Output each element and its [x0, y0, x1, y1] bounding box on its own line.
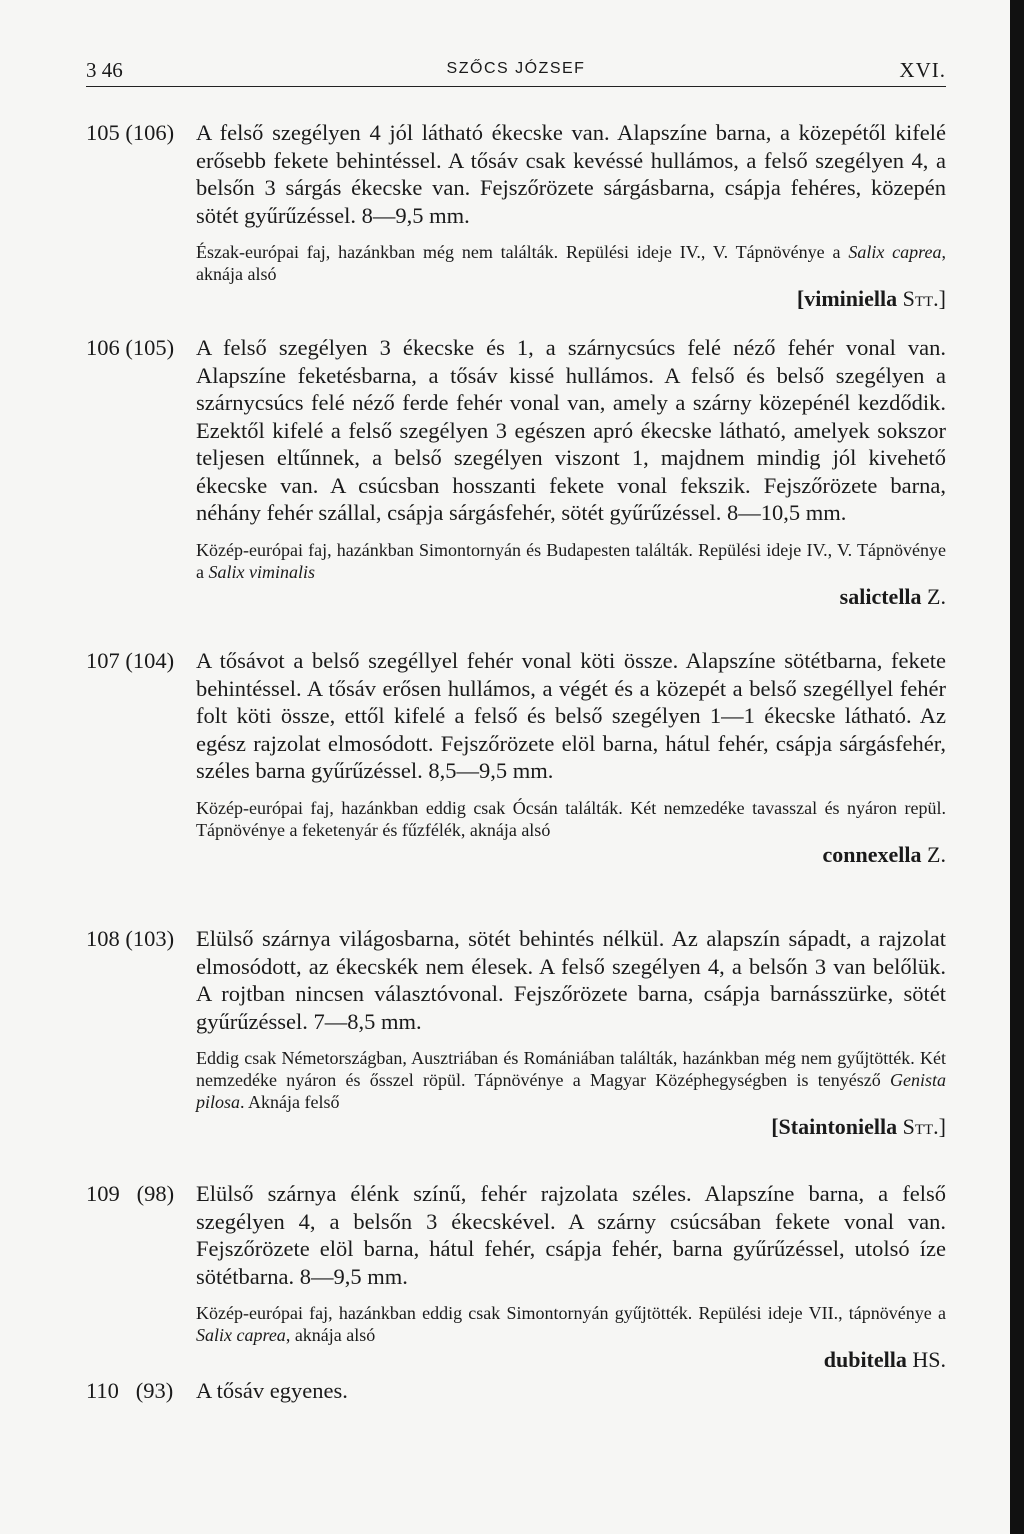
running-title: SZŐCS JÓZSEF	[446, 60, 586, 77]
key-entry-108	[86, 925, 946, 1141]
key-entry-109	[86, 1180, 946, 1374]
entry-description: A felső szegélyen 4 jól látható ékecske van. Alapszíne barna, a közepétől kifelé erősebb fekete behintéssel. A tősáv csak kevéssé hullámos, a felső szegélyen 4, a belsőn 3 sárgás ékecske van. Fejszőrözete sárgásbarna, csápja fehéres, közepén sötét gyűrűzéssel. 8—9,5 mm.	[196, 120, 946, 228]
entry-number: 107 (104)	[86, 648, 175, 673]
species-author: Stt.]	[902, 1114, 946, 1139]
entry-number: 106 (105)	[86, 335, 175, 360]
entry-description: A felső szegélyen 3 ékecske és 1, a szárnycsúcs felé néző fehér vonal van. Alapszíne feketésbarna, a tősáv kissé hullámos. A felső és belső szegélyen a szárnycsúcs felé néző ferde fehér vonal van, amely a szárny közepénél kezdődik. Ezektől kifelé a felső szegélyen 3 egészen apró ékecske látható, amelyek sokszor teljesen eltűnnek, a belső szegélyen viszont 1, majdnem mindig jól kivehető ékecske van. A csúcsban hosszanti fekete vonal fekszik. Fejszőrözete barna, néhány fehér szállal, csápja sárgásfehér, sötét gyűrűzéssel. 8—10,5 mm.	[196, 335, 946, 525]
entry-note: Közép-európai faj, hazánkban eddig csak Simontornyán gyűjtötték. Repülési ideje VII., tápnövénye a Salix caprea, aknája alsó	[196, 1303, 946, 1345]
key-entry-106	[86, 334, 946, 611]
entry-note: Közép-európai faj, hazánkban eddig csak Ócsán találták. Két nemzedéke tavasszal és nyáron repül. Tápnövénye a feketenyár és fűzfélék, aknája alsó	[196, 797, 946, 840]
species-author: HS.	[912, 1347, 946, 1372]
species-name: connexella Z.	[822, 841, 946, 867]
species-author: Stt.]	[902, 286, 946, 311]
volume-number: XVI.	[899, 58, 946, 82]
entry-number: 109 (98)	[86, 1181, 175, 1206]
entry-number: 108 (103)	[86, 926, 175, 951]
page-number: 3 46	[86, 58, 123, 82]
key-entry-110	[86, 1377, 946, 1405]
species-author: Z.	[927, 583, 946, 609]
species-name: [viminiella Stt.]	[796, 286, 946, 311]
host-plant: Salix caprea	[848, 242, 942, 262]
species-name: salictella Z.	[839, 583, 946, 609]
entry-description: A tősáv egyenes.	[196, 1378, 348, 1403]
key-entry-105	[86, 119, 946, 313]
species-author: Z.	[927, 841, 946, 867]
scan-edge	[1010, 0, 1024, 1534]
entry-note: Észak-európai faj, hazánkban még nem találták. Repülési ideje IV., V. Tápnövénye a Salix caprea, aknája alsó	[196, 242, 946, 284]
entry-description: A tősávot a belső szegéllyel fehér vonal köti össze. Alapszíne sötétbarna, fekete behintéssel. A tősáv erősen hullámos, a végét és a közepét a belső szegéllyel fehér folt köti össze, ettől kifelé a felső és belső szegélyen 1—1 ékecske látható. Az egész rajzolat elmosódott. Fejszőrözete elöl barna, hátul fehér, csápja sárgásfehér, széles barna gyűrűzéssel. 8,5—9,5 mm.	[196, 648, 946, 783]
entry-note: Közép-európai faj, hazánkban Simontornyán és Budapesten találták. Repülési ideje IV., V. Tápnövénye a Salix viminalis	[196, 539, 946, 582]
entry-note: Eddig csak Németországban, Ausztriában és Romániában találták, hazánkban még nem gyűjtötték. Két nemzedéke nyáron és ősszel röpül. Tápnövénye a Magyar Középhegységben is tenyésző Genista pilosa. Aknája felső	[196, 1048, 946, 1112]
host-plant: Salix caprea	[196, 1325, 286, 1345]
species-name: [Staintoniella Stt.]	[771, 1114, 946, 1139]
species-name: dubitella HS.	[823, 1347, 946, 1372]
entry-number: 110 (93)	[86, 1378, 174, 1403]
entry-number: 105 (106)	[86, 120, 175, 145]
entry-description: Elülső szárnya élénk színű, fehér rajzolata széles. Alapszíne barna, a felső szegélyen 4, a belsőn 3 ékecskével. A szárny csúcsában fekete vonal van. Fejszőrözete elöl barna, hátul fehér, csápja fehér, barna gyűrűzéssel, utolsó íze sötétbarna. 8—9,5 mm.	[196, 1181, 946, 1289]
host-plant: Genista pilosa	[196, 1070, 946, 1112]
host-plant: Salix viminalis	[208, 561, 315, 582]
entry-description: Elülső szárnya világosbarna, sötét behintés nélkül. Az alapszín sápadt, a rajzolat elmosódott, az ékecskék nem élesek. A felső szegélyen 4, a belsőn 3 van belőlük. A rojtban nincsen választóvonal. Fejszőrözete barna, csápja barnásszürke, sötét gyűrűzéssel. 7—8,5 mm.	[196, 926, 946, 1034]
page-header	[86, 58, 946, 87]
key-entry-107	[86, 647, 946, 869]
